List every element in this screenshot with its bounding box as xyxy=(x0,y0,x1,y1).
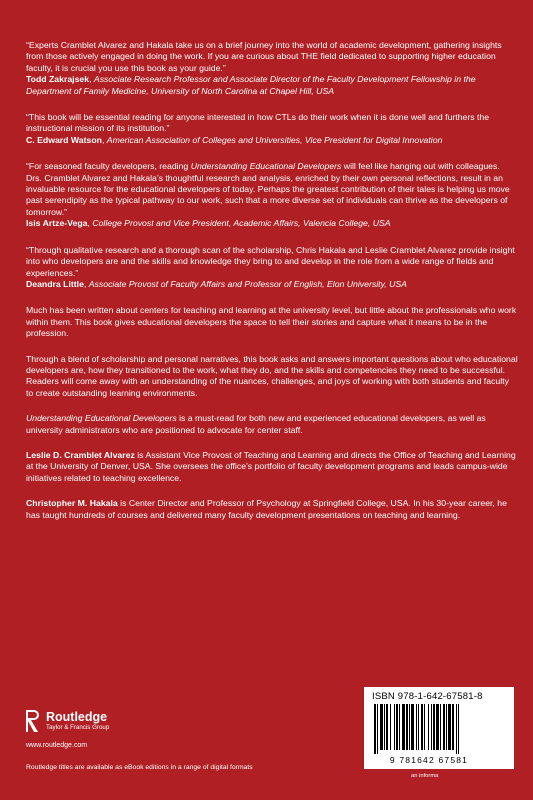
endorsement-text: “This book will be essential reading for anyone interested in how CTLs do their work when it is done well and furthers the instructional mission of its institution.” xyxy=(26,112,490,134)
barcode-bar xyxy=(416,704,417,750)
author-name: Leslie D. Cramblet Alvarez xyxy=(26,449,135,460)
endorsement-attribution: Todd Zakrajsek, Associate Research Professor and Associate Director of the Faculty Development Fellowship in the Department of Family Medicine, University of North Carolina at Chapel Hill, USA xyxy=(26,74,476,96)
endorser-name: Deandra Little xyxy=(26,278,84,289)
author-bio-2 xyxy=(26,498,518,521)
endorsement-text xyxy=(26,161,518,218)
barcode-bar xyxy=(380,704,383,750)
barcode-bar xyxy=(374,704,376,754)
endorser-role: Associate Research Professor and Associate Director of the Faculty Development Fellowship in the Department of Family Medicine, University of North Carolina at Chapel Hill, USA xyxy=(26,74,476,96)
endorsement-attribution: C. Edward Watson, American Association of Colleges and Universities, Vice President for Digital Innovation xyxy=(26,134,443,145)
endorser-role: American Association of Colleges and Universities, Vice President for Digital Innovation xyxy=(106,134,443,145)
barcode-bar xyxy=(386,704,388,750)
publisher-name: Routledge xyxy=(46,709,108,724)
description-paragraph-3 xyxy=(26,413,518,436)
endorser-name: C. Edward Watson xyxy=(26,134,102,145)
barcode-bar xyxy=(424,704,425,750)
barcode-bar xyxy=(448,704,451,750)
barcode-bar xyxy=(446,704,447,750)
endorsement-text-part: “For seasoned faculty developers, reading xyxy=(26,161,191,172)
barcode-panel xyxy=(364,687,514,769)
endorsement-1 xyxy=(26,40,518,97)
barcode-bar xyxy=(409,704,410,750)
isbn-label: ISBN 978-1-642-67581-8 xyxy=(372,691,483,702)
barcode-bar xyxy=(458,704,459,754)
barcode-bar xyxy=(402,704,405,750)
book-title: Understanding Educational Developers xyxy=(26,413,177,424)
endorsement-3 xyxy=(26,161,518,229)
endorsement-text: “Experts Cramblet Alvarez and Hakala take us on a brief journey into the world of academic development, gathering insights from those actively engaged in doing the work. If you are curious about THE field dedicated to supporting higher education faculty, it is crucial you use this book as your guide.” xyxy=(26,40,502,73)
barcode-bar xyxy=(384,704,385,750)
author-bio-text: is Center Director and Professor of Psychology at Springfield College, USA. In his 30-year career, he has taught hundreds of courses and delivered many faculty development presentations on teaching and learning. xyxy=(26,498,507,520)
description-paragraph-1: Much has been written about centers for teaching and learning at the university level, but little about the professionals who work within them. This book gives educational developers the space to tell their stories and capture what it means to be in the profession. xyxy=(26,305,517,339)
barcode-bar xyxy=(390,704,391,750)
imprint-label: an informa xyxy=(411,773,439,779)
author-name: Christopher M. Hakala xyxy=(26,498,118,509)
barcode-bar xyxy=(452,704,454,750)
routledge-logo-icon xyxy=(25,709,40,733)
barcode-bar xyxy=(421,704,423,750)
endorser-role: College Provost and Vice President, Academic Affairs, Valencia College, USA xyxy=(92,218,391,229)
barcode-bar xyxy=(418,704,419,750)
endorsement-text: “Through qualitative research and a thorough scan of the scholarship, Chris Hakala and Leslie Cramblet Alvarez provide insight into who developers are and the skills and knowledge they bring to and develop in the role from a wide range of fields and experiences.” xyxy=(26,244,515,278)
barcode-digits: 9 781642 67581 xyxy=(389,755,469,765)
barcode-bar xyxy=(406,704,408,750)
publisher-website: www.routledge.com xyxy=(26,742,88,749)
barcode-icon xyxy=(372,704,494,754)
barcode-bar xyxy=(411,704,414,750)
endorsement-attribution: Deandra Little, Associate Provost of Faculty Affairs and Professor of English, Elon University, USA xyxy=(26,278,407,289)
ebook-note: Routledge titles are available as eBook editions in a range of digital formats xyxy=(26,764,253,771)
endorser-role: Associate Provost of Faculty Affairs and Professor of English, Elon University, USA xyxy=(88,278,407,289)
barcode-bar xyxy=(440,704,441,750)
barcode-bar xyxy=(377,704,378,754)
barcode-bar xyxy=(431,704,432,750)
barcode-bar xyxy=(394,704,395,750)
endorser-name: Todd Zakrajsek xyxy=(26,74,90,85)
endorsement-2 xyxy=(26,112,518,146)
endorsement-attribution: Isis Artze-Vega, College Provost and Vice President, Academic Affairs, Valencia College, USA xyxy=(26,218,391,229)
description-paragraph-2: Through a blend of scholarship and personal narratives, this book asks and answers important questions about who educational developers are, how they transitioned to the work, what they do, and the skills and competencies they need to be successful. Readers will come away with an understanding of the nuances, challenges, and joys of working with both students and faculty to create outstanding learning environments. xyxy=(26,353,518,398)
barcode-bar xyxy=(443,704,445,750)
endorser-name: Isis Artze-Vega xyxy=(26,218,88,229)
barcode-bar xyxy=(456,704,457,754)
endorsement-4 xyxy=(26,245,518,291)
description-text: is a must-read for both new and experienced educational developers, as well as university administrators who are positioned to advocate for center staff. xyxy=(26,413,486,435)
author-bio-text: is Assistant Vice Provost of Teaching and Learning and directs the Office of Teaching and Learning at the University of Denver, USA. She oversees the office’s portfolio of faculty development programs and leads campus-wide initiatives related to teaching excellence. xyxy=(26,449,516,483)
publisher-group: Taylor & Francis Group xyxy=(46,723,110,731)
book-title: Understanding Educational Developers xyxy=(190,161,342,172)
barcode-bar xyxy=(399,704,400,750)
barcode-bar xyxy=(396,704,398,750)
endorsement-text-part: will feel like hanging out with colleagues. Drs. Cramblet Alvarez and Hakala’s thoughtful research and analysis, enriched by their own personal reflections, result in an invaluable resource for the educational developers of today. Perhaps the greatest contribution of their tales is helping us move past serendipity as the typical pathway to our work, such that a more diverse set of individuals can thrive as the developers of tomorrow.” xyxy=(26,161,510,217)
author-bio-1 xyxy=(26,450,518,484)
barcode-bar xyxy=(433,704,435,750)
back-cover-content xyxy=(26,40,518,535)
barcode-bar xyxy=(436,704,439,750)
barcode-bar xyxy=(428,704,429,750)
publisher-logo xyxy=(25,706,109,736)
